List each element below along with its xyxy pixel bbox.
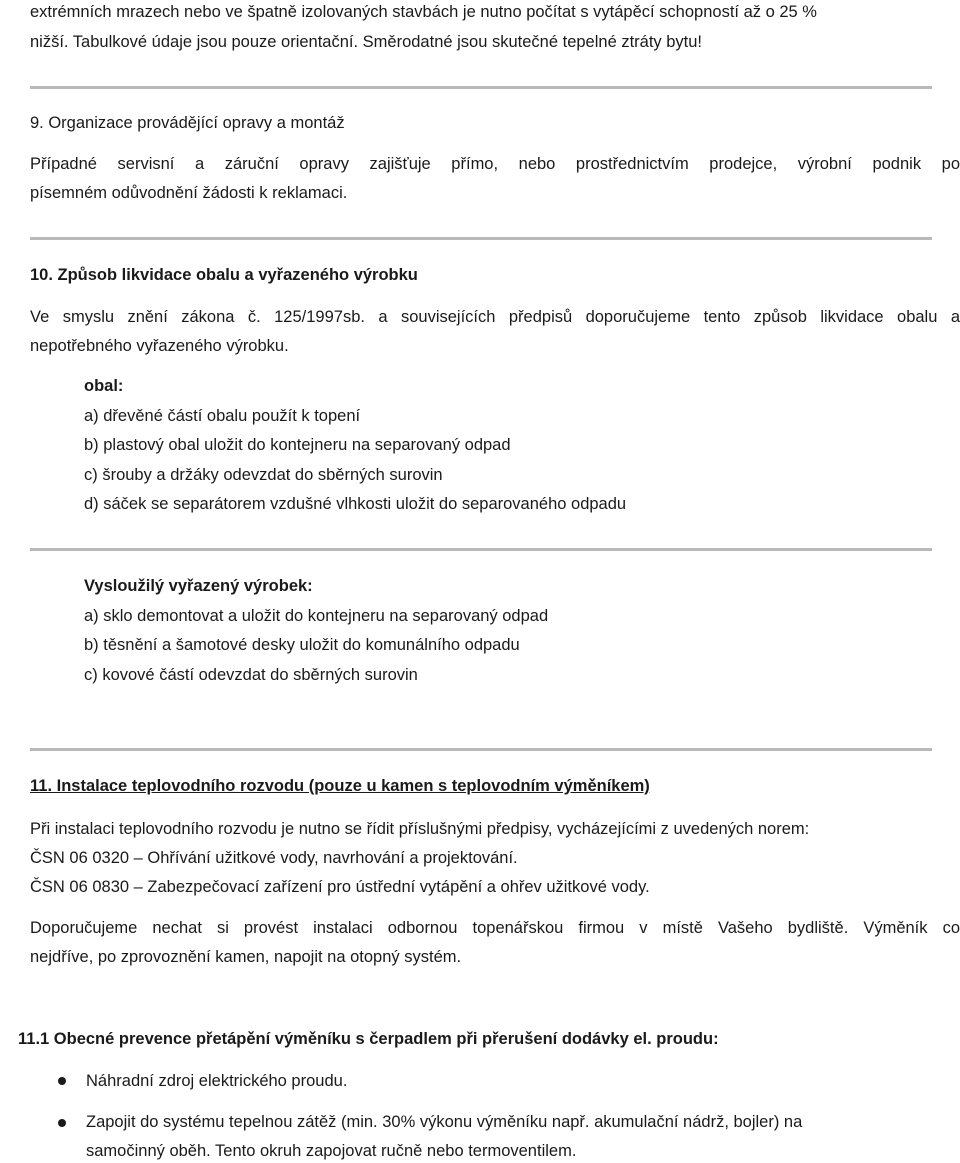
- list-item: a) dřevěné částí obalu použít k topení: [84, 407, 361, 425]
- section-9-title: 9. Organizace provádějící opravy a montáž: [30, 114, 345, 132]
- paragraph-line: nižší. Tabulkové údaje jsou pouze orientační. Směrodatné jsou skutečné tepelné ztráty bytu!: [30, 33, 703, 51]
- paragraph-line: ČSN 06 0830 – Zabezpečovací zařízení pro ústřední vytápění a ohřev užitkové vody.: [30, 878, 650, 896]
- section-11-title: 11. Instalace teplovodního rozvodu (pouze u kamen s teplovodním výměníkem): [30, 777, 650, 795]
- paragraph-line: Případné servisní a záruční opravy zajišťuje přímo, nebo prostřednictvím prodejce, výrobní podnik po: [30, 155, 960, 173]
- paragraph-line: nejdříve, po zprovoznění kamen, napojit na otopný systém.: [30, 948, 462, 966]
- list-item: d) sáček se separátorem vzdušné vlhkosti uložit do separovaného odpadu: [84, 495, 627, 513]
- section-divider: [30, 86, 932, 89]
- section-divider: [30, 548, 932, 551]
- vyrobek-title: Vysloužilý vyřazený výrobek:: [84, 577, 313, 595]
- paragraph-line: Při instalaci teplovodního rozvodu je nutno se řídit příslušnými předpisy, vycházejícími z uvedených norem:: [30, 820, 810, 838]
- list-item: b) těsnění a šamotové desky uložit do komunálního odpadu: [84, 636, 520, 654]
- list-item: samočinný oběh. Tento okruh zapojovat ručně nebo termoventilem.: [86, 1142, 577, 1160]
- paragraph-line: Ve smyslu znění zákona č. 125/1997sb. a souvisejících předpisů doporučujeme tento způsob likvidace obalu a: [30, 308, 960, 326]
- paragraph-line: písemném odůvodnění žádosti k reklamaci.: [30, 184, 348, 202]
- list-item: Zapojit do systému tepelnou zátěž (min. 30% výkonu výměníku např. akumulační nádrž, bojler) na: [86, 1113, 803, 1131]
- paragraph-line: ČSN 06 0320 – Ohřívání užitkové vody, navrhování a projektování.: [30, 849, 518, 867]
- list-item: b) plastový obal uložit do kontejneru na separovaný odpad: [84, 436, 511, 454]
- list-item: c) šrouby a držáky odevzdat do sběrných surovin: [84, 466, 443, 484]
- list-item: a) sklo demontovat a uložit do kontejneru na separovaný odpad: [84, 607, 549, 625]
- paragraph-line: nepotřebného vyřazeného výrobku.: [30, 337, 289, 355]
- paragraph-line: Doporučujeme nechat si provést instalaci odbornou topenářskou firmou v místě Vašeho bydliště. Výměník co: [30, 919, 960, 937]
- bullet-icon: [58, 1077, 66, 1085]
- section-divider: [30, 237, 932, 240]
- section-11-1-title: 11.1 Obecné prevence přetápění výměníku s čerpadlem při přerušení dodávky el. proudu:: [18, 1030, 719, 1048]
- paragraph-line: extrémních mrazech nebo ve špatně izolovaných stavbách je nutno počítat s vytápěcí schopností až o 25 %: [30, 3, 817, 21]
- section-10-title: 10. Způsob likvidace obalu a vyřazeného výrobku: [30, 266, 418, 284]
- bullet-icon: [58, 1119, 66, 1127]
- list-item: c) kovové částí odevzdat do sběrných surovin: [84, 666, 418, 684]
- list-item: Náhradní zdroj elektrického proudu.: [86, 1072, 348, 1090]
- section-divider: [30, 748, 932, 751]
- obal-title: obal:: [84, 377, 124, 395]
